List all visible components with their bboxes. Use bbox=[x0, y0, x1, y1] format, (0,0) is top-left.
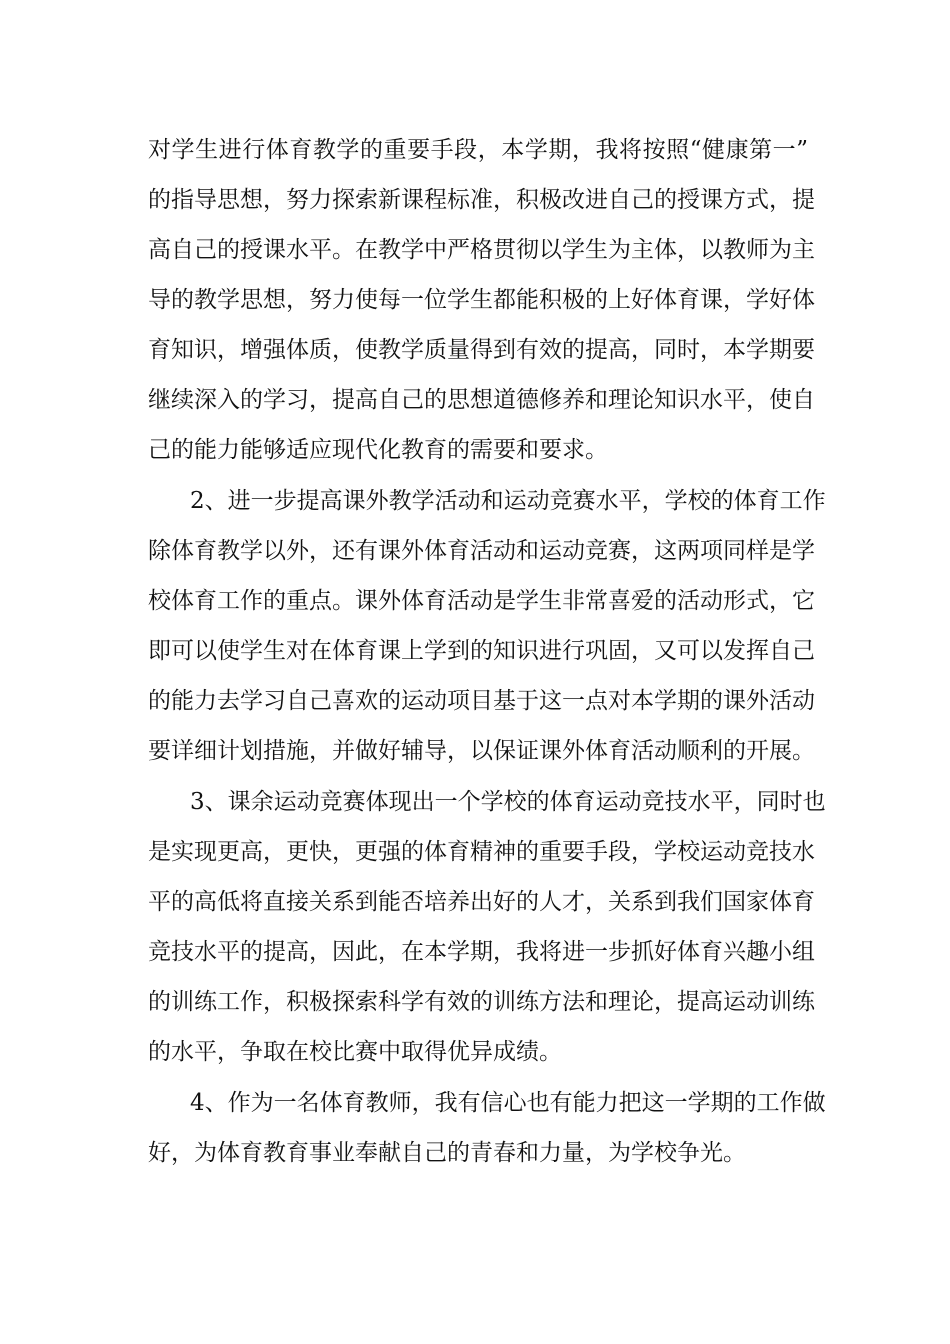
text-line: 好，为体育教育事业奉献自己的青春和力量，为学校争光。 bbox=[148, 1140, 746, 1166]
paragraph-3-first-line: 3、课余运动竞赛体现出一个学校的体育运动竞技水平，同时也 bbox=[190, 789, 826, 815]
text-line: 平的高低将直接关系到能否培养出好的人才，关系到我们国家体育 bbox=[148, 889, 815, 915]
text-line: 导的教学思想，努力使每一位学生都能积极的上好体育课，学好体 bbox=[148, 287, 815, 313]
text-line: 高自己的授课水平。在教学中严格贯彻以学生为主体，以教师为主 bbox=[148, 237, 815, 263]
text-line: 育知识，增强体质，使教学质量得到有效的提高，同时，本学期要 bbox=[148, 337, 815, 363]
text-line: 的水平，争取在校比赛中取得优异成绩。 bbox=[148, 1039, 562, 1065]
text-line: 是实现更高，更快，更强的体育精神的重要手段，学校运动竞技水 bbox=[148, 839, 815, 865]
text-line: 的能力去学习自己喜欢的运动项目基于这一点对本学期的课外活动 bbox=[148, 688, 815, 714]
paragraph-4-first-line: 4、作为一名体育教师，我有信心也有能力把这一学期的工作做 bbox=[190, 1090, 826, 1116]
text-line: 的训练工作，积极探索科学有效的训练方法和理论，提高运动训练 bbox=[148, 989, 815, 1015]
text-line: 的指导思想，努力探索新课程标准，积极改进自己的授课方式，提 bbox=[148, 187, 815, 213]
text-line: 对学生进行体育教学的重要手段，本学期，我将按照“健康第一” bbox=[148, 137, 808, 163]
text-line: 己的能力能够适应现代化教育的需要和要求。 bbox=[148, 437, 608, 463]
text-line: 继续深入的学习，提高自己的思想道德修养和理论知识水平，使自 bbox=[148, 387, 815, 413]
text-line: 要详细计划措施，并做好辅导，以保证课外体育活动顺利的开展。 bbox=[148, 738, 815, 764]
text-line: 竞技水平的提高，因此，在本学期，我将进一步抓好体育兴趣小组 bbox=[148, 939, 815, 965]
text-line: 即可以使学生对在体育课上学到的知识进行巩固，又可以发挥自己 bbox=[148, 638, 815, 664]
text-line: 校体育工作的重点。课外体育活动是学生非常喜爱的活动形式，它 bbox=[148, 588, 815, 614]
paragraph-2-first-line: 2、进一步提高课外教学活动和运动竞赛水平，学校的体育工作 bbox=[190, 488, 826, 514]
text-line: 除体育教学以外，还有课外体育活动和运动竞赛，这两项同样是学 bbox=[148, 538, 815, 564]
